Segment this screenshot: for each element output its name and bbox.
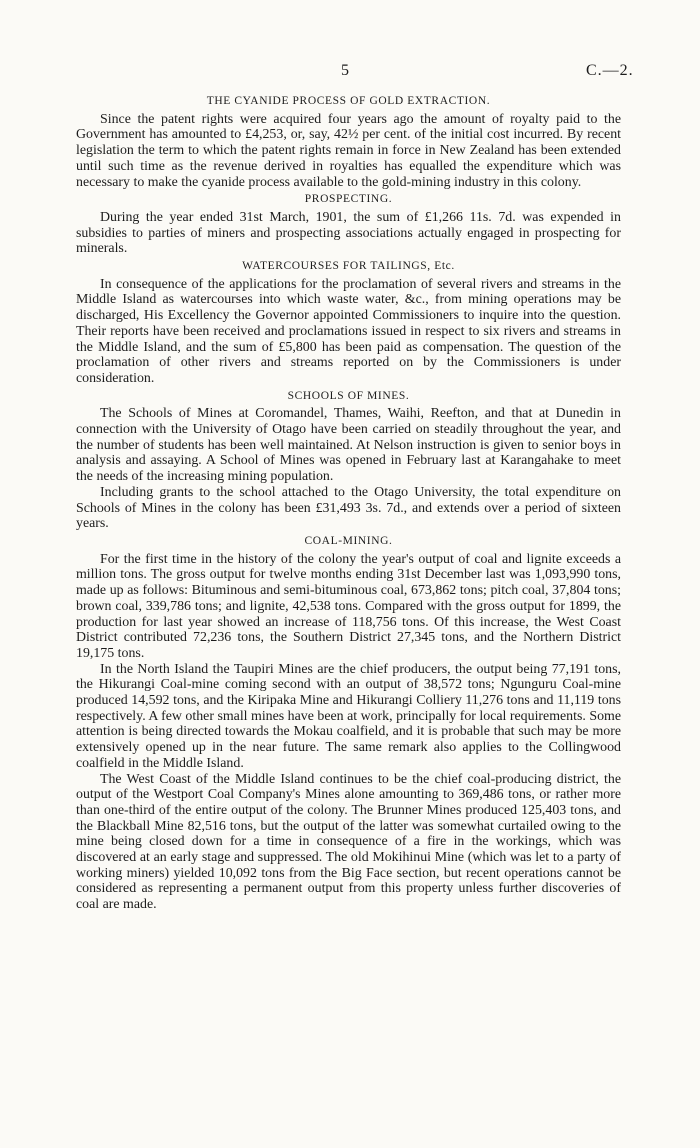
paragraph: In consequence of the applications for the proclamation of several rivers and streams in the Middle Island as watercourses into which waste water, &c., from mining operations may be discharged, His Excellency the Governor appointed Commissioners to inquire into the question. Their reports have been received and proclamations issued in respect to six rivers and streams in the Middle Island, and the sum of £5,800 has been paid as compensation. The question of the proclamation of other rivers and streams reported on by the Commissioners is under consideration. (76, 276, 621, 386)
section-schools-of-mines (76, 389, 621, 532)
section-heading: WATERCOURSES FOR TAILINGS, Etc. (242, 260, 455, 273)
section-heading: PROSPECTING. (304, 193, 393, 206)
section-heading: SCHOOLS OF MINES. (287, 389, 410, 402)
page-number: 5 (341, 62, 349, 79)
page-body (76, 94, 621, 913)
paragraph: Including grants to the school attached to the Otago University, the total expenditure on Schools of Mines in the colony has been £31,493 3s. 7d., and extends over a period of sixteen years. (76, 484, 621, 532)
section-watercourses (76, 259, 621, 387)
paragraph: During the year ended 31st March, 1901, the sum of £1,266 11s. 7d. was expended in subsidies to parties of miners and prospecting associations actually engaged in prospecting for minerals. (76, 209, 621, 257)
section-cyanide-process (76, 94, 621, 190)
document-reference: C.—2. (586, 62, 634, 79)
section-heading: THE CYANIDE PROCESS OF GOLD EXTRACTION. (206, 95, 491, 107)
paragraph: In the North Island the Taupiri Mines are the chief producers, the output being 77,191 tons, the Hikurangi Coal-mine coming second with an output of 38,572 tons; Ngunguru Coal-mine produced 14,592 tons, and the Kiripaka Mine and Hikurangi Colliery 11,276 tons and 11,119 tons respectively. A few other small mines have been at work, principally for local requirements. Some attention is being directed towards the Mokau coalfield, and it is probable that such may be more extensively opened up in the near future. The same remark also applies to the Collingwood coalfield in the Middle Island. (76, 661, 621, 771)
section-coal-mining (76, 534, 621, 913)
paragraph: The Schools of Mines at Coromandel, Thames, Waihi, Reefton, and that at Dunedin in connection with the University of Otago have been carried on steadily throughout the year, and the number of students has been well maintained. At Nelson instruction is given to senior boys in analysis and assaying. A School of Mines was opened in February last at Karangahake to meet the needs of the increasing mining population. (76, 406, 621, 485)
page-header (0, 62, 700, 82)
paragraph: The West Coast of the Middle Island continues to be the chief coal-producing district, the output of the Westport Coal Company's Mines alone amounting to 369,486 tons, or rather more than one-third of the entire output of the colony. The Brunner Mines produced 125,403 tons, and the Blackball Mine 82,516 tons, but the output of the latter was somewhat curtailed owing to the mine being closed down for a time in consequence of a fire in the workings, which was discovered at an early stage and suppressed. The old Mokihinui Mine (which was let to a party of working miners) yielded 10,092 tons from the Big Face section, but recent operations cannot be considered as representing a permanent output from this property unless further discoveries of coal are made. (76, 771, 621, 913)
paragraph: For the first time in the history of the colony the year's output of coal and lignite exceeds a million tons. The gross output for twelve months ending 31st December last was 1,093,990 tons, made up as follows: Bituminous and semi-bituminous coal, 673,862 tons; pitch coal, 37,804 tons; brown coal, 339,786 tons; and lignite, 42,538 tons. Compared with the gross output for 1899, the production for last year showed an increase of 118,756 tons. Of this increase, the West Coast District contributed 72,236 tons, the Southern District 27,345 tons, and the Northern District 19,175 tons. (76, 551, 621, 661)
section-heading: COAL-MINING. (304, 534, 393, 547)
section-prospecting (76, 192, 621, 257)
paragraph: Since the patent rights were acquired four years ago the amount of royalty paid to the Government has amounted to £4,253, or, say, 42½ per cent. of the initial cost incurred. By recent legislation the term to which the patent rights remain in force in New Zealand has been extended until such time as the revenue derived in royalties has equalled the expenditure which was necessary to make the cyanide process available to the gold-mining industry in this colony. (76, 111, 621, 190)
